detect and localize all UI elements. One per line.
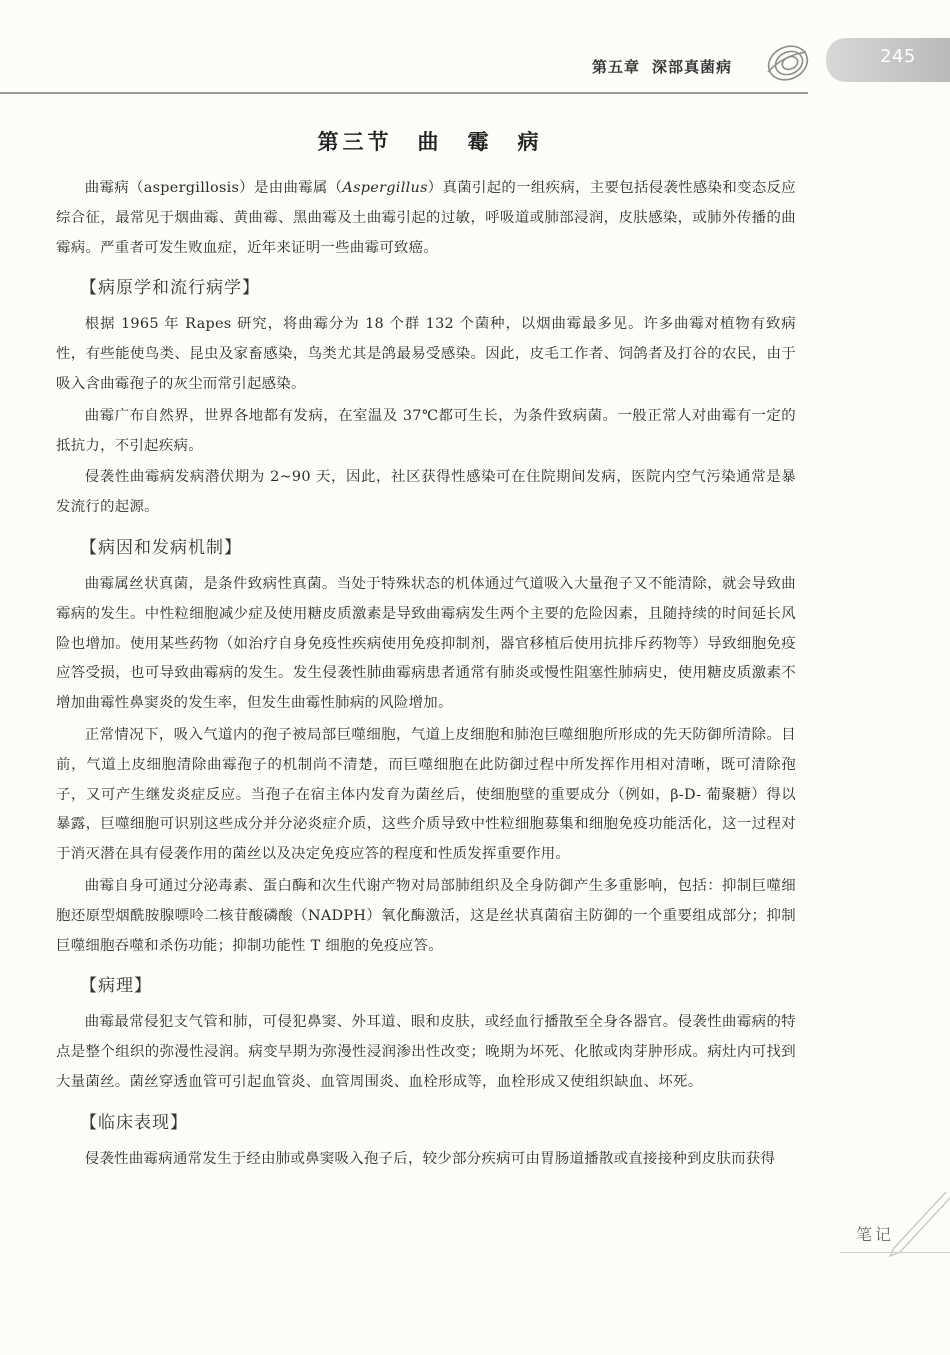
heading-clinical-manifestations: 【临床表现】 (80, 1112, 188, 1133)
paragraph: 曲霉广布自然界，世界各地都有发病，在室温及 37℃都可生长，为条件致病菌。一般正常人对曲霉有一定的抵抗力，不引起疾病。 (56, 407, 796, 454)
heading-pathology: 【病理】 (80, 976, 152, 997)
paragraph: 曲霉属丝状真菌，是条件致病性真菌。当处于特殊状态的机体通过气道吸入大量孢子又不能清除，就会导致曲霉病的发生。中性粒细胞减少症及使用糖皮质激素是导致曲霉病发生两个主要的危险因素，且随持续的时间延长风险也增加。使用某些药物（如治疗自身免疫性疾病使用免疫抑制剂，器官移植后使用抗排斥药物等）导致细胞免疫应答受损，也可导致曲霉病的发生。发生侵袭性肺曲霉病患者通常有肺炎或慢性阻塞性肺病史，使用糖皮质激素不增加曲霉性鼻窦炎的发生率，但发生曲霉性肺病的风险增加。 (56, 575, 796, 712)
running-header (592, 56, 732, 77)
page-number: 245 (880, 46, 916, 67)
chapter-number: 第五章 (592, 58, 641, 76)
heading-pathogenesis: 【病因和发病机制】 (80, 537, 242, 558)
heading-etiology-epidemiology: 【病原学和流行病学】 (80, 278, 260, 299)
paragraph: 曲霉自身可通过分泌毒素、蛋白酶和次生代谢产物对局部肺组织及全身防御产生多重影响，包括：抑制巨噬细胞还原型烟酰胺腺嘌呤二核苷酸磷酸（NADPH）氧化酶激活，这是丝状真菌宿主防御的一个重要组成部分；抑制巨噬细胞吞噬和杀伤功能；抑制功能性 T 细胞的免疫应答。 (56, 877, 796, 954)
swirl-logo-icon (762, 36, 812, 88)
header-rule (0, 92, 808, 94)
paragraph: 侵袭性曲霉病通常发生于经由肺或鼻窦吸入孢子后，较少部分疾病可由胃肠道播散或直接接种到皮肤而获得 (84, 1150, 776, 1167)
section-title: 第三节 曲 霉 病 (317, 130, 543, 154)
paragraph: 根据 1965 年 Rapes 研究，将曲霉分为 18 个群 132 个菌种，以烟曲霉最多见。许多曲霉对植物有致病性，有些能使鸟类、昆虫及家畜感染，鸟类尤其是鸽最易受感染。因此，皮毛工作者、饲鸽者及打谷的农民，由于吸入含曲霉孢子的灰尘而常引起感染。 (56, 316, 796, 392)
paragraph: 正常情况下，吸入气道内的孢子被局部巨噬细胞，气道上皮细胞和肺泡巨噬细胞所形成的先天防御所清除。目前，气道上皮细胞清除曲霉孢子的机制尚不清楚，而巨噬细胞在此防御过程中所发挥作用相对清晰，既可清除孢子，又可产生继发炎症反应。当孢子在宿主体内发育为菌丝后，使细胞壁的重要成分（例如，β-D- 葡聚糖）得以暴露，巨噬细胞可识别这些成分并分泌炎症介质，这些介质导致中性粒细胞募集和细胞免疫功能活化，这一过程对于消灭潜在具有侵袭作用的菌丝以及决定免疫应答的程度和性质发挥重要作用。 (56, 726, 796, 863)
chapter-title: 深部真菌病 (652, 58, 733, 76)
paragraph: 侵袭性曲霉病发病潜伏期为 2~90 天，因此，社区获得性感染可在住院期间发病，医院内空气污染通常是暴发流行的起源。 (56, 469, 796, 516)
body-content (56, 174, 796, 1177)
notes-label: 笔记 (856, 1225, 895, 1244)
paragraph: 曲霉最常侵犯支气管和肺，可侵犯鼻窦、外耳道、眼和皮肤，或经血行播散至全身各器官。侵袭性曲霉病的特点是整个组织的弥漫性浸润。病变早期为弥漫性浸润渗出性改变；晚期为坏死、化脓或肉芽肿形成。病灶内可找到大量菌丝。菌丝穿透血管可引起血管炎、血管周围炎、血栓形成等，血栓形成又使组织缺血、坏死。 (56, 1014, 796, 1090)
notes-line (840, 1252, 950, 1253)
intro-paragraph: 曲霉病（aspergillosis）是由曲霉属（Aspergillus）真菌引起的一组疾病，主要包括侵袭性感染和变态反应综合征，最常见于烟曲霉、黄曲霉、黑曲霉及土曲霉引起的过敏，呼吸道或肺部浸润，皮肤感染，或肺外传播的曲霉病。严重者可发生败血症，近年来证明一些曲霉可致癌。 (56, 180, 796, 256)
